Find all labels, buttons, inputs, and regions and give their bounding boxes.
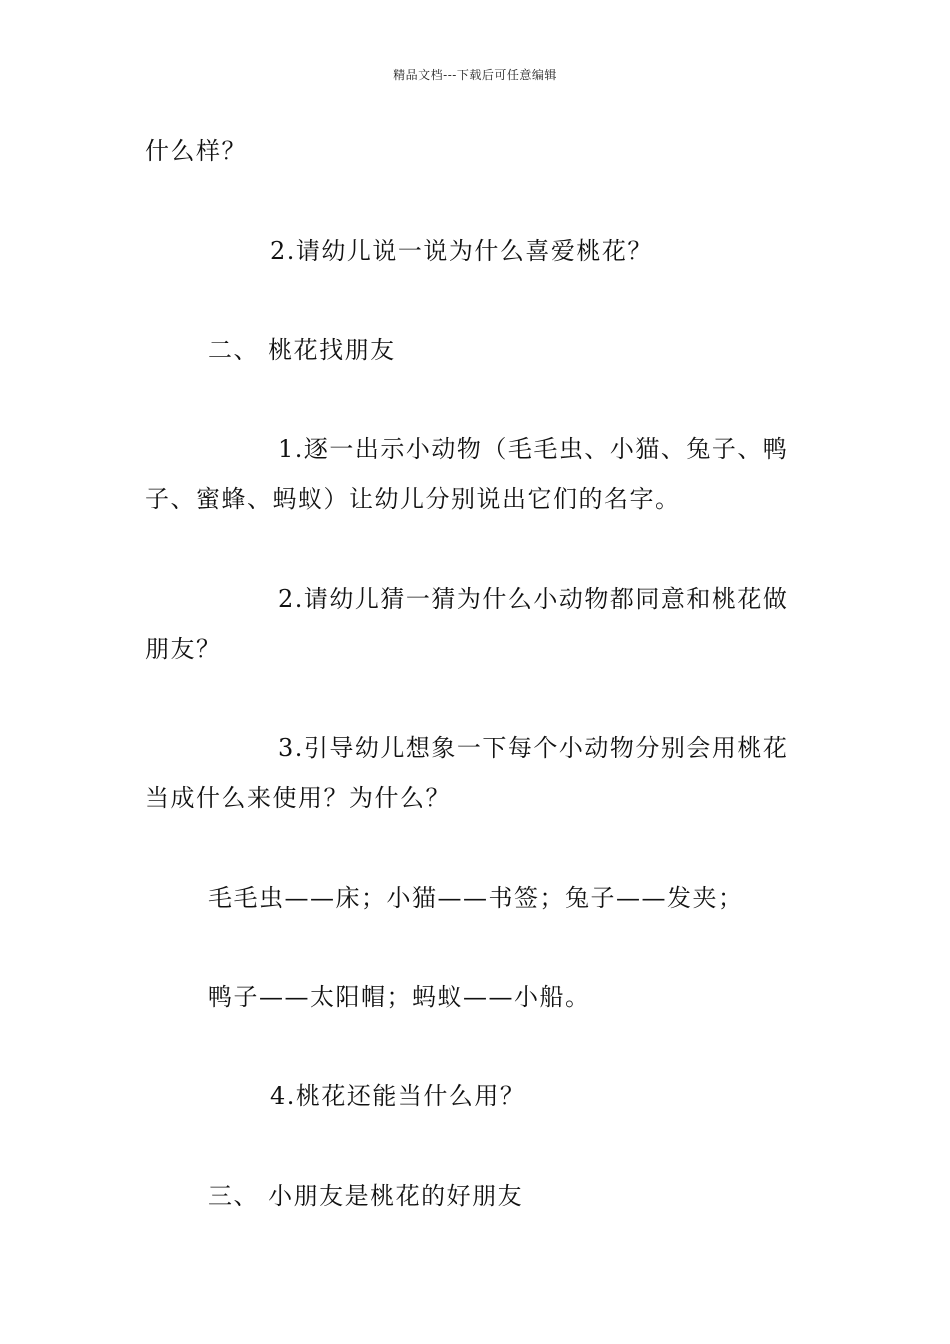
section-heading: 二、 桃花找朋友 xyxy=(208,336,396,364)
text-line: 朋友？ xyxy=(145,635,222,663)
page-header: 精品文档---下载后可任意编辑 xyxy=(393,68,557,82)
text-line: 2.请幼儿说一说为什么喜爱桃花？ xyxy=(270,237,653,265)
text-line: 子、蜜蜂、蚂蚁）让幼儿分别说出它们的名字。 xyxy=(145,485,681,513)
text-line: 什么样？ xyxy=(145,137,247,165)
section-heading: 三、 小朋友是桃花的好朋友 xyxy=(208,1182,524,1210)
text-line: 2.请幼儿猜一猜为什么小动物都同意和桃花做 xyxy=(278,585,789,613)
text-line: 4.桃花还能当什么用？ xyxy=(270,1082,526,1110)
text-line: 毛毛虫——床；小猫——书签；兔子——发夹； xyxy=(208,884,744,912)
text-line: 1.逐一出示小动物（毛毛虫、小猫、兔子、鸭 xyxy=(278,435,789,463)
text-line: 3.引导幼儿想象一下每个小动物分别会用桃花 xyxy=(278,734,789,762)
text-line: 当成什么来使用？为什么？ xyxy=(145,784,451,812)
text-line: 鸭子——太阳帽；蚂蚁——小船。 xyxy=(208,983,591,1011)
